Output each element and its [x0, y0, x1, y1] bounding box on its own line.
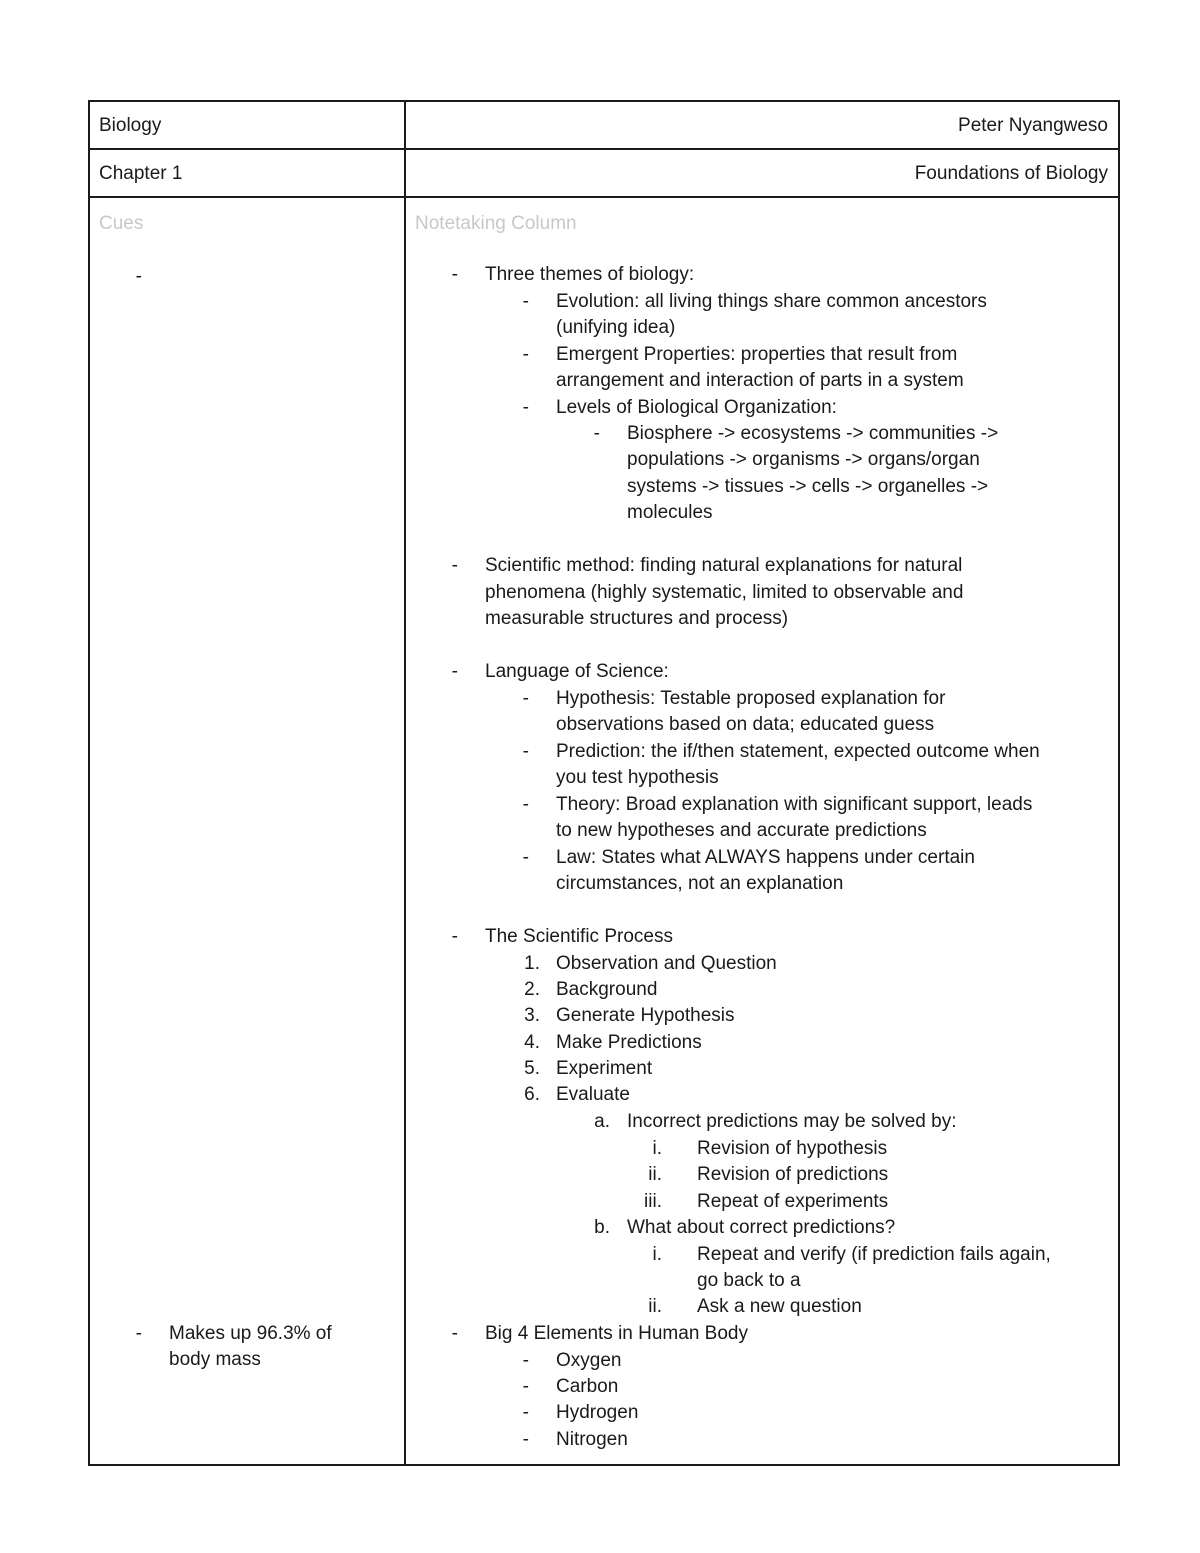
- note-item: Law: States what ALWAYS happens under certain: [556, 847, 975, 868]
- note-item: Emergent Properties: properties that result from: [556, 344, 958, 365]
- number-marker: 3.: [524, 1005, 540, 1026]
- note-subsubitem: Revision of predictions: [697, 1164, 889, 1185]
- bullet-marker: -: [593, 423, 600, 444]
- roman-marker: i.: [652, 1138, 662, 1159]
- bullet-marker: -: [522, 688, 529, 709]
- note-subsubitem: go back to a: [697, 1270, 801, 1291]
- number-marker: 4.: [524, 1032, 540, 1053]
- note-subitem: systems -> tissues -> cells -> organelles ->: [627, 476, 989, 497]
- element-item: Nitrogen: [556, 1429, 628, 1450]
- process-step: Generate Hypothesis: [556, 1005, 735, 1026]
- process-step: Evaluate: [556, 1084, 630, 1105]
- chapter-number: Chapter 1: [99, 163, 183, 184]
- bullet-marker: -: [451, 926, 458, 947]
- roman-marker: ii.: [648, 1164, 662, 1185]
- note-heading: The Scientific Process: [485, 926, 673, 947]
- bullet-marker: -: [522, 1350, 529, 1371]
- process-step: Observation and Question: [556, 953, 777, 974]
- bullet-marker: -: [522, 1429, 529, 1450]
- note-item: observations based on data; educated guess: [556, 714, 935, 735]
- note-subitem: populations -> organisms -> organs/organ: [627, 449, 980, 470]
- number-marker: 6.: [524, 1084, 540, 1105]
- bullet-marker: -: [522, 794, 529, 815]
- note-item: to new hypotheses and accurate predictions: [556, 820, 927, 841]
- element-item: Carbon: [556, 1376, 619, 1397]
- chapter-title: Foundations of Biology: [914, 163, 1108, 184]
- note-subitem: Biosphere -> ecosystems -> communities ->: [627, 423, 999, 444]
- bullet-marker: -: [522, 847, 529, 868]
- note-subsubitem: Ask a new question: [697, 1296, 862, 1317]
- note-heading: Scientific method: finding natural explanations for natural: [485, 555, 963, 576]
- bullet-marker: -: [451, 264, 458, 285]
- letter-marker: b.: [594, 1217, 610, 1238]
- roman-marker: ii.: [648, 1296, 662, 1317]
- note-item: Prediction: the if/then statement, expected outcome when: [556, 741, 1040, 762]
- note-subitem: molecules: [627, 502, 713, 523]
- roman-marker: iii.: [644, 1191, 662, 1212]
- note-heading: Big 4 Elements in Human Body: [485, 1323, 748, 1344]
- note-item: (unifying idea): [556, 317, 676, 338]
- column-divider: [404, 100, 406, 1466]
- bullet-marker: -: [522, 344, 529, 365]
- bullet-marker: -: [522, 741, 529, 762]
- bullet-marker: -: [451, 555, 458, 576]
- subject-title: Biology: [99, 115, 162, 136]
- number-marker: 2.: [524, 979, 540, 1000]
- row-divider-2: [88, 196, 1120, 198]
- bullet-marker: -: [522, 1376, 529, 1397]
- note-item: Levels of Biological Organization:: [556, 397, 837, 418]
- cue-text: Makes up 96.3% of: [169, 1323, 332, 1344]
- note-heading: phenomena (highly systematic, limited to observable and: [485, 582, 964, 603]
- roman-marker: i.: [652, 1244, 662, 1265]
- note-item: Theory: Broad explanation with significant support, leads: [556, 794, 1033, 815]
- author-name: Peter Nyangweso: [958, 115, 1108, 136]
- element-item: Hydrogen: [556, 1402, 639, 1423]
- process-step: Background: [556, 979, 658, 1000]
- process-step: Experiment: [556, 1058, 653, 1079]
- bullet-marker: -: [451, 1323, 458, 1344]
- number-marker: 1.: [524, 953, 540, 974]
- note-heading: Language of Science:: [485, 661, 669, 682]
- element-item: Oxygen: [556, 1350, 622, 1371]
- note-item: you test hypothesis: [556, 767, 719, 788]
- bullet-marker: -: [451, 661, 458, 682]
- note-heading: Three themes of biology:: [485, 264, 695, 285]
- bullet-marker: -: [522, 1402, 529, 1423]
- cue-text: body mass: [169, 1349, 261, 1370]
- note-subitem: Incorrect predictions may be solved by:: [627, 1111, 957, 1132]
- note-subitem: What about correct predictions?: [627, 1217, 896, 1238]
- note-heading: measurable structures and process): [485, 608, 789, 629]
- letter-marker: a.: [594, 1111, 610, 1132]
- row-divider-1: [88, 148, 1120, 150]
- notes-column-title: Notetaking Column: [415, 213, 577, 234]
- note-item: Hypothesis: Testable proposed explanation for: [556, 688, 946, 709]
- note-item: arrangement and interaction of parts in a system: [556, 370, 964, 391]
- note-subsubitem: Repeat and verify (if prediction fails again,: [697, 1244, 1051, 1265]
- cue-bullet: -: [135, 1323, 142, 1344]
- note-subsubitem: Revision of hypothesis: [697, 1138, 888, 1159]
- note-item: circumstances, not an explanation: [556, 873, 844, 894]
- note-item: Evolution: all living things share common ancestors: [556, 291, 987, 312]
- cues-column-title: Cues: [99, 213, 144, 234]
- cue-bullet: -: [135, 266, 142, 287]
- note-subsubitem: Repeat of experiments: [697, 1191, 889, 1212]
- bullet-marker: -: [522, 291, 529, 312]
- bullet-marker: -: [522, 397, 529, 418]
- number-marker: 5.: [524, 1058, 540, 1079]
- process-step: Make Predictions: [556, 1032, 702, 1053]
